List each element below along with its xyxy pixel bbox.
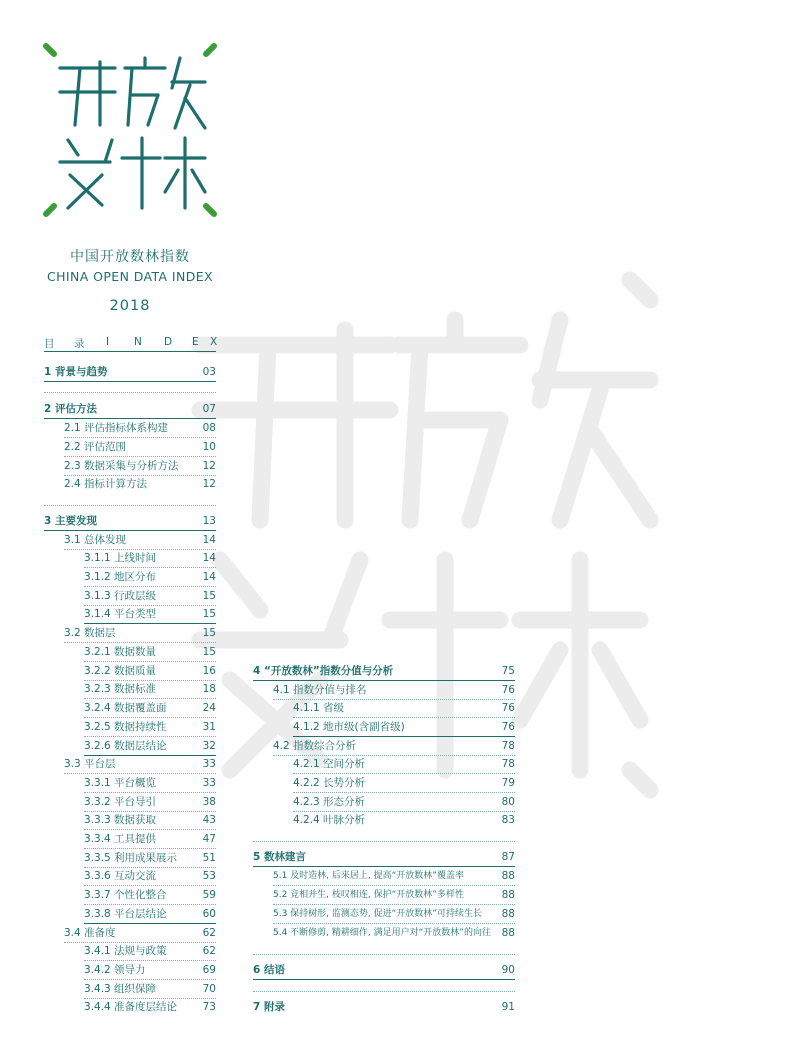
title-english: CHINA OPEN DATA INDEX bbox=[47, 269, 213, 284]
toc-entry[interactable]: 4 “开放数林”指数分值与分析 75 bbox=[253, 662, 515, 681]
toc-entry[interactable]: 3.3.3 数据获取 43 bbox=[84, 811, 216, 830]
toc-entry[interactable]: 2.2 评估范围 10 bbox=[64, 438, 216, 457]
toc-entry[interactable]: 5.3 保持树形, 监测态势, 促进“开放数林”可持续生长 88 bbox=[273, 905, 515, 924]
toc-entry[interactable]: 3.4 准备度 62 bbox=[64, 924, 216, 943]
toc-entry[interactable]: 4.2 指数综合分析 78 bbox=[273, 737, 515, 756]
toc-entry[interactable]: 3.1.4 平台类型 15 bbox=[84, 605, 216, 624]
toc-entry[interactable]: 5.4 不断修剪, 精耕细作, 满足用户对“开放数林”的向往 88 bbox=[273, 927, 515, 939]
toc-header-char: E bbox=[192, 336, 199, 348]
toc-entry[interactable]: 3.2.3 数据标准 18 bbox=[84, 680, 216, 699]
toc-entry[interactable]: 4.2.3 形态分析 80 bbox=[293, 793, 515, 812]
toc-entry[interactable]: 3.3.5 利用成果展示 51 bbox=[84, 849, 216, 868]
toc-entry[interactable]: 3.2.6 数据层结论 32 bbox=[84, 737, 216, 756]
toc-entry[interactable]: 3.2.1 数据数量 15 bbox=[84, 643, 216, 662]
divider bbox=[253, 954, 515, 955]
toc-entry[interactable]: 3.3.6 互动交流 53 bbox=[84, 867, 216, 886]
toc-entry[interactable]: 3.3 平台层 33 bbox=[64, 755, 216, 774]
toc-entry[interactable]: 6 结语 90 bbox=[253, 961, 515, 980]
divider bbox=[44, 505, 216, 506]
toc-entry[interactable]: 3.2.4 数据覆盖面 24 bbox=[84, 699, 216, 718]
toc-entry[interactable]: 2 评估方法 07 bbox=[44, 400, 216, 419]
toc-entry[interactable]: 3.1.2 地区分布 14 bbox=[84, 568, 216, 587]
toc-header bbox=[44, 336, 216, 352]
divider bbox=[253, 841, 515, 842]
toc-entry[interactable]: 3.4.4 准备度层结论 73 bbox=[84, 1001, 216, 1013]
toc-entry[interactable]: 3.4.3 组织保障 70 bbox=[84, 980, 216, 999]
toc-header-char: X bbox=[210, 336, 218, 348]
divider bbox=[253, 991, 515, 992]
open-data-forest-logo bbox=[40, 40, 220, 220]
toc-entry[interactable]: 2.3 数据采集与分析方法 12 bbox=[64, 457, 216, 476]
toc-entry[interactable]: 3.2.2 数据质量 16 bbox=[84, 662, 216, 681]
toc-entry[interactable]: 3.1.3 行政层级 15 bbox=[84, 587, 216, 606]
toc-entry[interactable]: 3.3.4 工具提供 47 bbox=[84, 830, 216, 849]
toc-header-char: I bbox=[106, 336, 110, 348]
title-year: 2018 bbox=[109, 298, 151, 314]
toc-entry[interactable]: 4.1 指数分值与排名 76 bbox=[273, 681, 515, 700]
toc-entry[interactable]: 4.2.1 空间分析 78 bbox=[293, 755, 515, 774]
toc-entry[interactable]: 4.2.4 叶脉分析 83 bbox=[293, 814, 515, 826]
toc-entry[interactable]: 3.4.2 领导力 69 bbox=[84, 961, 216, 980]
toc-entry[interactable]: 3.1.1 上线时间 14 bbox=[84, 549, 216, 568]
toc-entry[interactable]: 3.3.8 平台层结论 60 bbox=[84, 905, 216, 924]
divider bbox=[44, 392, 216, 393]
toc-header-char: 录 bbox=[74, 338, 85, 350]
toc-entry[interactable]: 3.1 总体发现 14 bbox=[64, 531, 216, 550]
toc-entry[interactable]: 3.3.1 平台概览 33 bbox=[84, 774, 216, 793]
toc-header-char: 目 bbox=[44, 338, 55, 350]
toc-entry[interactable]: 4.1.2 地市级(含副省级) 76 bbox=[293, 718, 515, 737]
title-chinese: 中国开放数林指数 bbox=[70, 249, 190, 265]
toc-header-char: N bbox=[134, 336, 142, 348]
toc-entry[interactable]: 1 背景与趋势 03 bbox=[44, 363, 216, 382]
toc-entry[interactable]: 4.2.2 长势分析 79 bbox=[293, 774, 515, 793]
toc-entry[interactable]: 5 数林建言 87 bbox=[253, 848, 515, 867]
toc-entry[interactable]: 3 主要发现 13 bbox=[44, 512, 216, 531]
toc-entry[interactable]: 2.4 指标计算方法 12 bbox=[64, 478, 216, 490]
toc-header-char: D bbox=[164, 336, 173, 348]
toc-entry[interactable]: 3.3.7 个性化整合 59 bbox=[84, 886, 216, 905]
toc-entry[interactable]: 5.1 及时造林, 后来居上, 提高“开放数林”覆盖率 88 bbox=[273, 867, 515, 886]
toc-entry[interactable]: 3.2 数据层 15 bbox=[64, 624, 216, 643]
toc-entry[interactable]: 5.2 竞相并生, 枝叹相连, 保护“开放数林”多样性 88 bbox=[273, 886, 515, 905]
toc-entry[interactable]: 3.4.1 法规与政策 62 bbox=[84, 942, 216, 961]
toc-entry[interactable]: 3.3.2 平台导引 38 bbox=[84, 793, 216, 812]
toc-entry[interactable]: 3.2.5 数据持续性 31 bbox=[84, 718, 216, 737]
toc-entry[interactable]: 4.1.1 省级 76 bbox=[293, 699, 515, 718]
toc-entry[interactable]: 7 附录 91 bbox=[253, 1001, 515, 1013]
toc-entry[interactable]: 2.1 评估指标体系构建 08 bbox=[64, 419, 216, 438]
title-block bbox=[40, 246, 220, 314]
